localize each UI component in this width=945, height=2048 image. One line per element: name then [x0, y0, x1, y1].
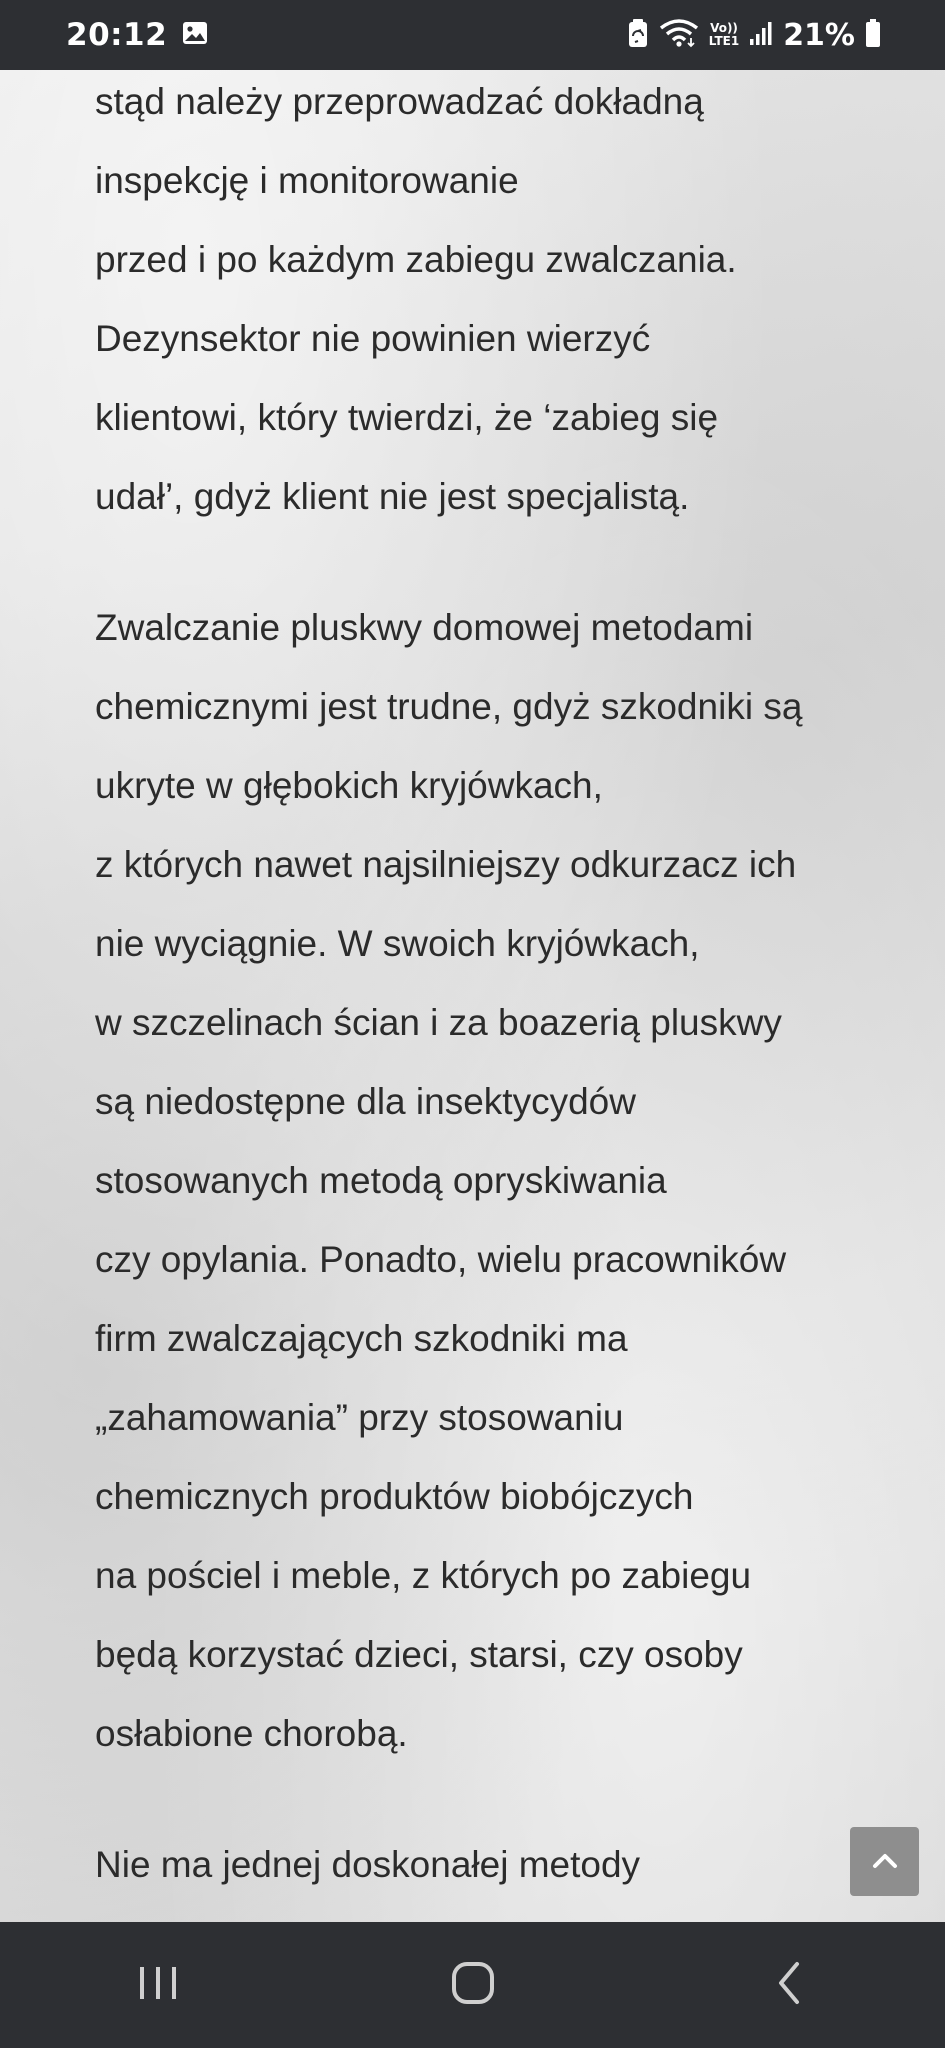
paragraph — [95, 62, 895, 536]
text-line: stosowanych metodą opryskiwania — [95, 1160, 667, 1201]
back-button[interactable] — [728, 1940, 848, 2030]
network-type-label — [709, 22, 739, 48]
network-label-bottom: LTE1 — [708, 34, 740, 48]
home-icon — [450, 1960, 496, 2010]
text-line: Zwalczanie pluskwy domowej metodami — [95, 607, 754, 648]
text-line: firm zwalczających szkodniki ma — [95, 1318, 628, 1359]
wifi-icon — [659, 18, 699, 52]
signal-icon — [749, 19, 773, 51]
text-line: ukryte w głębokich kryjówkach, — [95, 765, 603, 806]
text-line: udał’, gdyż klient nie jest specjalistą. — [95, 476, 690, 517]
text-line: Dezynsektor nie powinien wierzyć — [95, 318, 651, 359]
article-body — [95, 62, 895, 2035]
text-line: „zahamowania” przy stosowaniu — [95, 1397, 624, 1438]
home-button[interactable] — [413, 1940, 533, 2030]
text-line: stąd należy przeprowadzać dokładną — [95, 81, 704, 122]
text-line: na pościel i meble, z których po zabiegu — [95, 1555, 752, 1596]
text-line: będą korzystać dzieci, starsi, czy osoby — [95, 1634, 743, 1675]
battery-saver-icon — [627, 18, 649, 52]
scroll-to-top-button[interactable] — [850, 1827, 919, 1896]
battery-icon — [865, 18, 881, 52]
text-line: przed i po każdym zabiegu zwalczania. — [95, 239, 737, 280]
text-line: w szczelinach ścian i za boazerią pluskwy — [95, 1002, 782, 1043]
network-label-top: Vo)) — [710, 21, 738, 35]
text-line: inspekcję i monitorowanie — [95, 160, 519, 201]
navigation-bar — [0, 1922, 945, 2048]
text-line: z których nawet najsilniejszy odkurzacz ich — [95, 844, 797, 885]
status-time: 20:12 — [66, 17, 168, 53]
text-line: klientowi, który twierdzi, że ‘zabieg się — [95, 397, 719, 438]
chevron-up-icon — [870, 1850, 900, 1874]
text-line: nie wyciągnie. W swoich kryjówkach, — [95, 923, 700, 964]
status-right — [627, 18, 881, 53]
recent-apps-icon — [136, 1963, 180, 2007]
back-icon — [773, 1960, 803, 2010]
image-icon — [181, 19, 209, 51]
status-bar — [0, 0, 945, 70]
recent-apps-button[interactable] — [98, 1940, 218, 2030]
text-line: chemicznych produktów biobójczych — [95, 1476, 694, 1517]
article-viewport[interactable] — [0, 70, 945, 1922]
text-line: Nie ma jednej doskonałej metody — [95, 1844, 641, 1885]
battery-percent: 21% — [783, 17, 855, 53]
text-line: czy opylania. Ponadto, wielu pracowników — [95, 1239, 787, 1280]
text-line: osłabione chorobą. — [95, 1713, 408, 1754]
text-line: chemicznymi jest trudne, gdyż szkodniki są — [95, 686, 803, 727]
paragraph — [95, 588, 895, 1773]
status-left — [66, 17, 209, 53]
text-line: są niedostępne dla insektycydów — [95, 1081, 636, 1122]
